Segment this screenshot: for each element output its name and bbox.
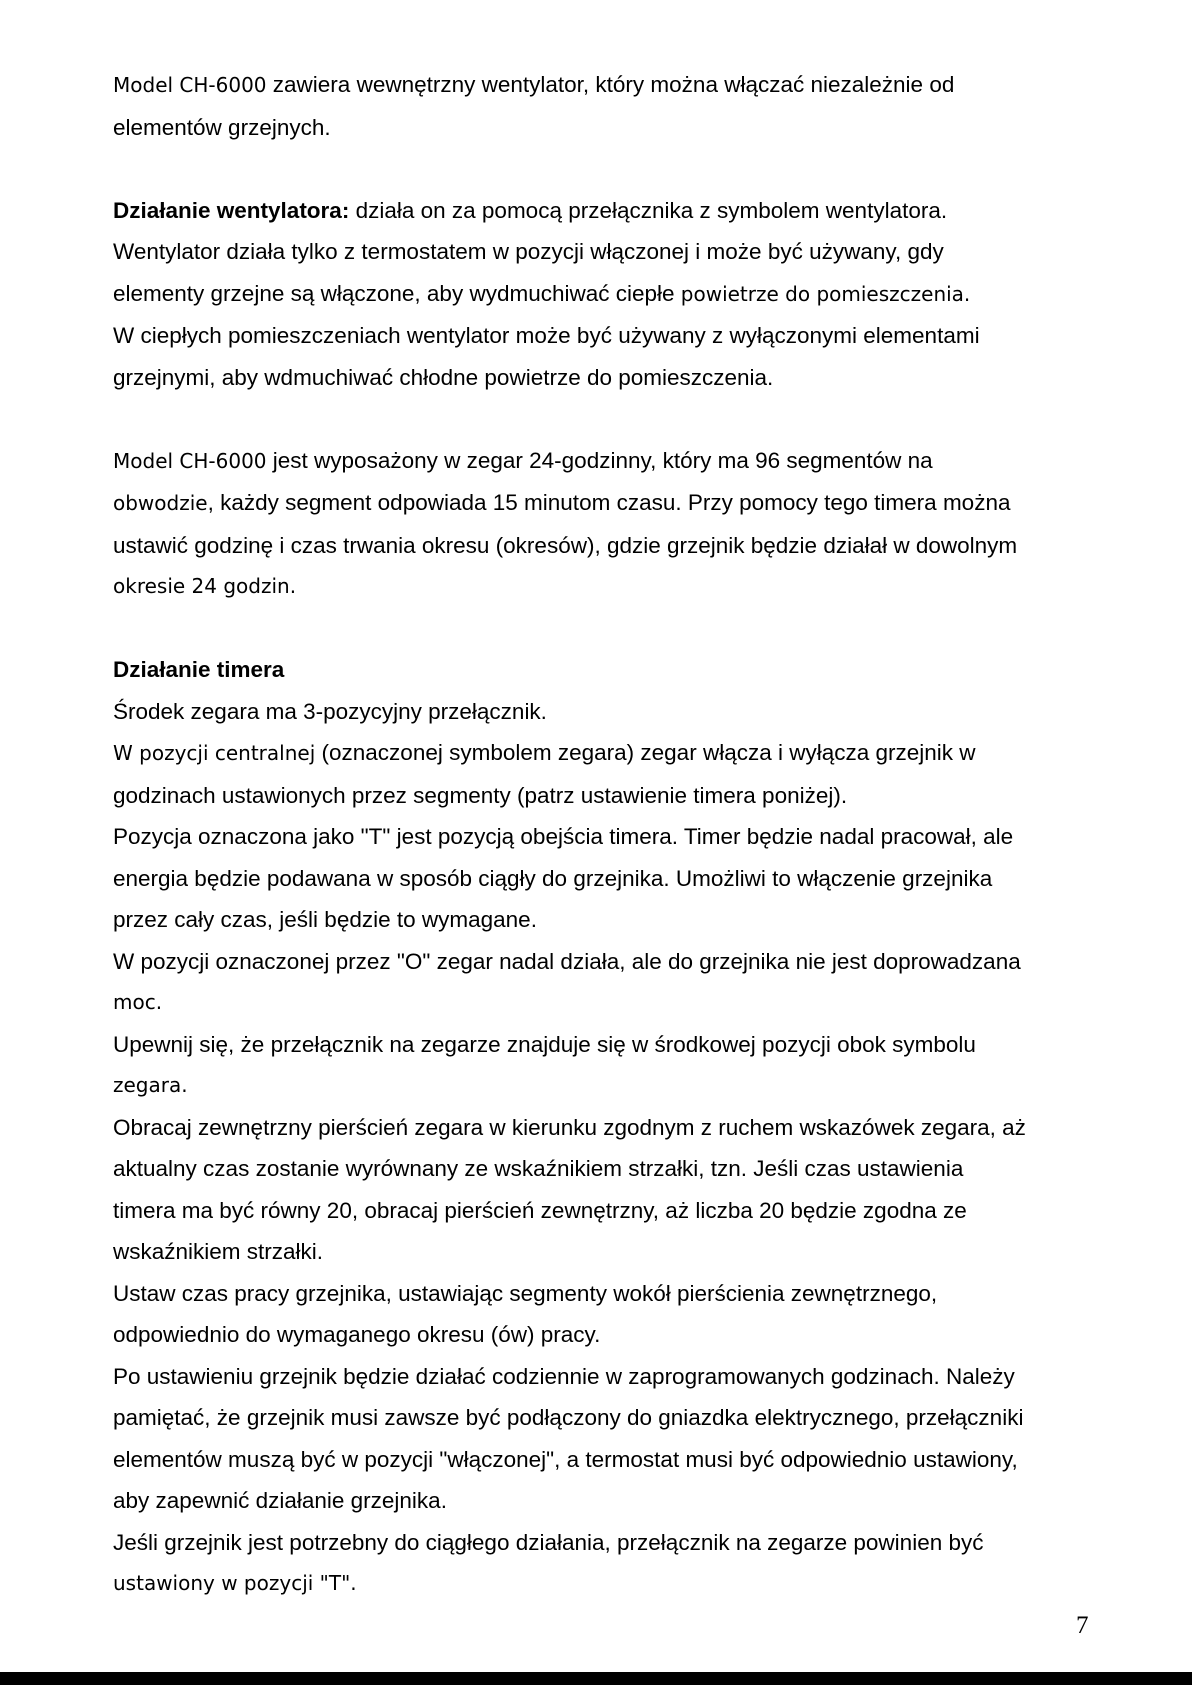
text-line: elementów grzejnych. (113, 114, 331, 140)
document-body (113, 64, 1113, 1605)
text-line: godzinach ustawionych przez segmenty (patrz ustawienie timera poniżej). (113, 782, 848, 808)
text-fragment: , każdy segment odpowiada 15 minutom czasu. Przy pomocy tego timera można (207, 490, 1011, 515)
text-fragment: zawiera wewnętrzny wentylator, który można włączać niezależnie od (266, 72, 955, 97)
text-line (113, 190, 1113, 232)
text-line: energia będzie podawana w sposób ciągły do grzejnika. Umożliwi to włączenie grzejnika (113, 865, 993, 891)
text-line: Środek zegara ma 3-pozycyjny przełącznik. (113, 698, 547, 724)
text-line: Upewnij się, że przełącznik na zegarze znajduje się w środkowej pozycji obok symbolu (113, 1031, 976, 1057)
text-line: Po ustawieniu grzejnik będzie działać codziennie w zaprogramowanych godzinach. Należy (113, 1363, 1015, 1389)
text-line (113, 64, 1113, 107)
text-line: Ustaw czas pracy grzejnika, ustawiając segmenty wokół pierścienia zewnętrznego, (113, 1280, 938, 1306)
text-line (113, 440, 1113, 483)
timer-section-heading: Działanie timera (113, 657, 285, 682)
text-fragment: powietrze do pomieszczenia. (680, 281, 971, 306)
text-line: moc. (113, 990, 163, 1014)
text-fragment: W pozycji centralnej (113, 741, 316, 765)
bottom-border (0, 1672, 1192, 1685)
text-line: W ciepłych pomieszczeniach wentylator może być używany z wyłączonymi elementami (113, 323, 980, 348)
text-line: okresie 24 godzin. (113, 574, 297, 598)
paragraph-gap (113, 148, 1113, 190)
text-line: Pozycja oznaczona jako "T" jest pozycją obejścia timera. Timer będzie nadal pracował, ale (113, 824, 1014, 849)
model-name: Model CH-6000 (113, 448, 267, 473)
text-line (113, 732, 1113, 775)
model-name: Model CH-6000 (113, 73, 267, 97)
text-line: timera ma być równy 20, obracaj pierścień zewnętrzny, aż liczba 20 będzie zgodna ze (113, 1197, 967, 1223)
text-line: W pozycji oznaczonej przez "O" zegar nadal działa, ale do grzejnika nie jest doprowadzana (113, 948, 1021, 974)
text-line: zegara. (113, 1073, 188, 1097)
text-line: odpowiednio do wymaganego okresu (ów) pracy. (113, 1322, 601, 1347)
text-line: ustawić godzinę i czas trwania okresu (okresów), gdzie grzejnik będzie działał w dowolnym (113, 532, 1018, 558)
text-line (113, 482, 1113, 525)
text-line: ustawiony w pozycji "T". (113, 1571, 357, 1595)
paragraph-gap (113, 398, 1113, 440)
text-fragment: obwodzie (113, 491, 208, 515)
text-fragment: elementy grzejne są włączone, aby wydmuchiwać ciepłe (113, 280, 681, 306)
text-line: Obracaj zewnętrzny pierścień zegara w kierunku zgodnym z ruchem wskazówek zegara, aż (113, 1114, 1026, 1140)
text-line: elementów muszą być w pozycji "włączonej", a termostat musi być odpowiednio ustawiony, (113, 1446, 1018, 1472)
paragraph-gap (113, 608, 1113, 650)
text-line: pamiętać, że grzejnik musi zawsze być podłączony do gniazdka elektrycznego, przełączniki (113, 1405, 1024, 1430)
text-line: przez cały czas, jeśli będzie to wymagane. (113, 907, 537, 932)
text-fragment: jest wyposażony w zegar 24-godzinny, który ma 96 segmentów na (266, 447, 933, 473)
text-line: wskaźnikiem strzałki. (113, 1239, 324, 1264)
text-fragment: działa on za pomocą przełącznika z symbolem wentylatora. (349, 197, 948, 223)
text-line (113, 273, 1113, 316)
text-line: Wentylator działa tylko z termostatem w pozycji włączonej i może być używany, gdy (113, 239, 944, 264)
text-line: aby zapewnić działanie grzejnika. (113, 1488, 447, 1513)
text-line: grzejnymi, aby wdmuchiwać chłodne powietrze do pomieszczenia. (113, 364, 774, 390)
text-line: Jeśli grzejnik jest potrzebny do ciągłego działania, przełącznik na zegarze powinien być (113, 1529, 984, 1555)
text-fragment: (oznaczonej symbolem zegara) zegar włącza i wyłącza grzejnik w (315, 740, 976, 765)
page-number: 7 (1076, 1612, 1089, 1639)
text-line: aktualny czas zostanie wyrównany ze wskaźnikiem strzałki, tzn. Jeśli czas ustawienia (113, 1156, 964, 1181)
fan-section-heading: Działanie wentylatora: (113, 197, 350, 223)
